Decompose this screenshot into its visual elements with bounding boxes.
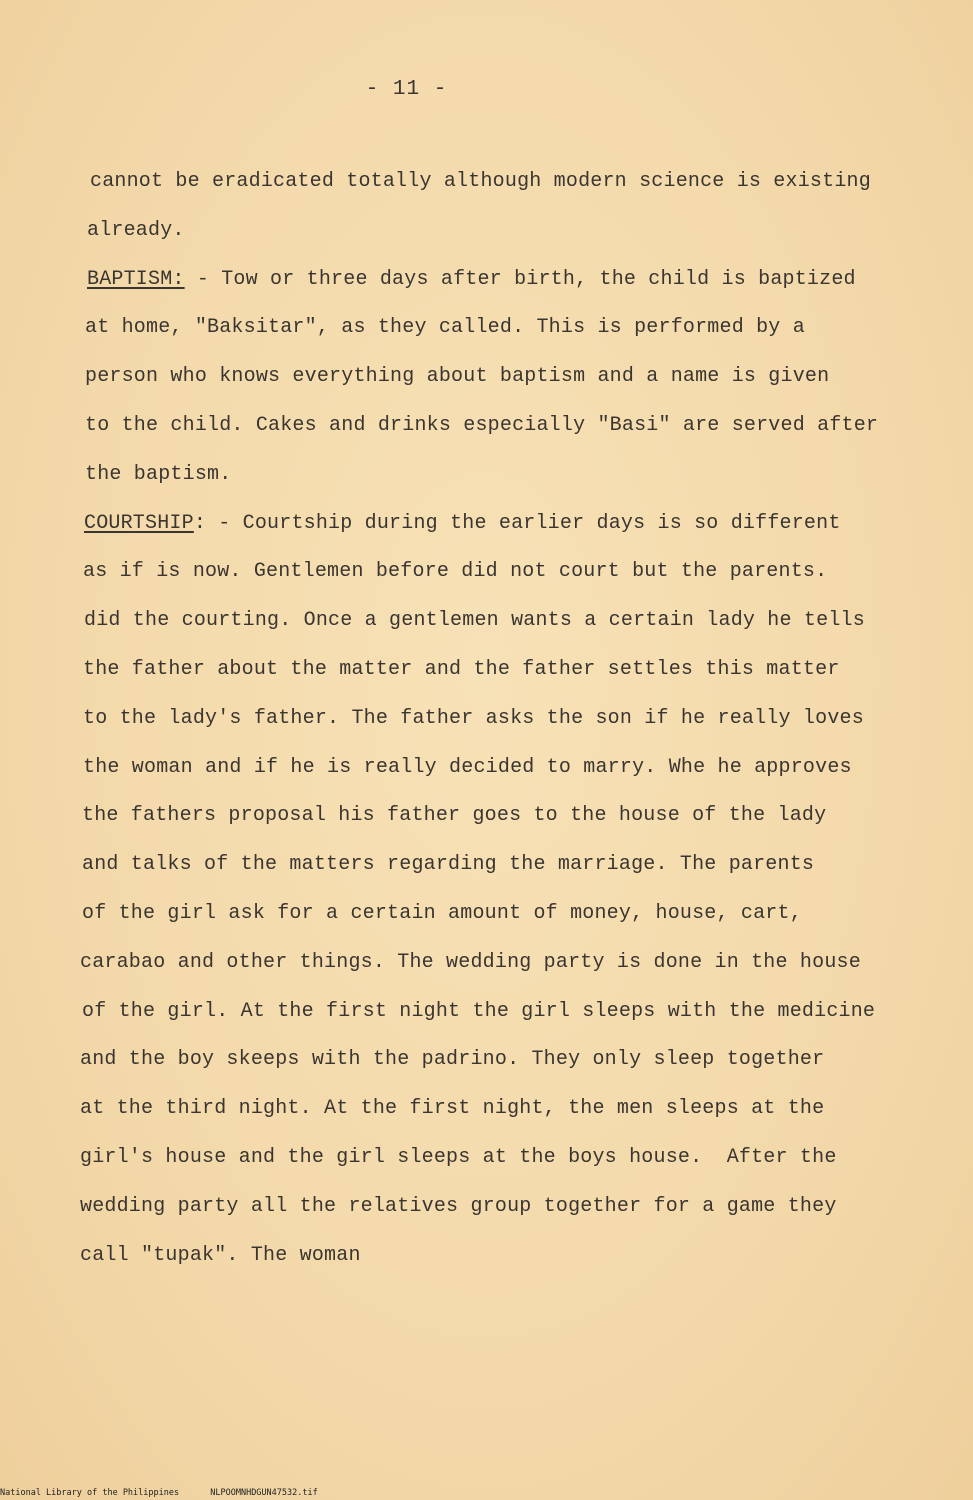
text-line bbox=[80, 988, 940, 1037]
text-segment: as if is now. Gentlemen before did not court but the parents. bbox=[83, 560, 828, 584]
text-segment: at the third night. At the first night, the men sleeps at the bbox=[80, 1097, 825, 1121]
text-segment: and talks of the matters regarding the marriage. The parents bbox=[82, 853, 815, 877]
text-segment: at home, "Baksitar", as they called. This is performed by a bbox=[85, 316, 805, 340]
text-line bbox=[80, 646, 940, 695]
text-segment: call "tupak". The woman bbox=[80, 1243, 361, 1267]
text-segment: wedding party all the relatives group together for a game they bbox=[80, 1194, 837, 1218]
text-segment: the fathers proposal his father goes to the house of the lady bbox=[82, 804, 827, 828]
text-segment: girl's house and the girl sleeps at the boys house. After the bbox=[80, 1145, 837, 1169]
section-heading: BAPTISM: bbox=[87, 267, 185, 291]
text-line bbox=[80, 939, 940, 988]
section-heading: COURTSHIP bbox=[84, 511, 194, 535]
text-line bbox=[80, 500, 940, 549]
footer-filename: NLPOOMNHDGUN47532.tif bbox=[210, 1488, 318, 1498]
text-line bbox=[80, 1183, 940, 1232]
text-segment: cannot be eradicated totally although modern science is existing bbox=[90, 170, 871, 193]
text-segment: did the courting. Once a gentlemen wants a certain lady he tells bbox=[84, 609, 865, 633]
text-line bbox=[80, 256, 940, 305]
text-line bbox=[80, 695, 940, 744]
text-line bbox=[80, 1085, 940, 1134]
text-line bbox=[80, 158, 940, 207]
text-segment: : - Courtship during the earlier days is so different bbox=[193, 511, 841, 535]
text-line bbox=[80, 841, 940, 890]
text-line bbox=[80, 548, 940, 597]
text-line bbox=[80, 1232, 940, 1281]
scan-footer bbox=[0, 1488, 318, 1498]
text-line bbox=[80, 890, 940, 939]
text-segment: carabao and other things. The wedding party is done in the house bbox=[80, 950, 861, 974]
text-line bbox=[80, 792, 940, 841]
text-segment: to the child. Cakes and drinks especially "Basi" are served after bbox=[85, 413, 879, 437]
text-segment: the baptism. bbox=[85, 462, 232, 486]
text-line bbox=[80, 353, 940, 402]
text-segment: and the boy skeeps with the padrino. They only sleep together bbox=[80, 1048, 825, 1072]
footer-library: National Library of the Philippines bbox=[0, 1488, 180, 1498]
page-number: - 11 - bbox=[365, 78, 448, 101]
text-segment: of the girl. At the first night the girl sleeps with the medicine bbox=[82, 999, 876, 1023]
body-text bbox=[80, 158, 940, 1280]
text-line bbox=[80, 597, 940, 646]
text-line bbox=[80, 744, 940, 793]
text-segment: already. bbox=[87, 218, 185, 242]
text-segment: to the lady's father. The father asks the son if he really loves bbox=[83, 706, 864, 730]
text-segment: person who knows everything about baptism and a name is given bbox=[85, 365, 830, 389]
text-line bbox=[80, 451, 940, 500]
text-line bbox=[80, 304, 940, 353]
text-line bbox=[80, 1036, 940, 1085]
text-segment: the father about the matter and the father settles this matter bbox=[83, 657, 840, 681]
text-line bbox=[80, 1134, 940, 1183]
text-segment: of the girl ask for a certain amount of money, house, cart, bbox=[82, 901, 802, 925]
text-line bbox=[80, 402, 940, 451]
text-segment: the woman and if he is really decided to marry. Whe he approves bbox=[83, 755, 852, 779]
text-segment: - Tow or three days after birth, the child is baptized bbox=[184, 267, 856, 291]
text-line bbox=[80, 207, 940, 256]
